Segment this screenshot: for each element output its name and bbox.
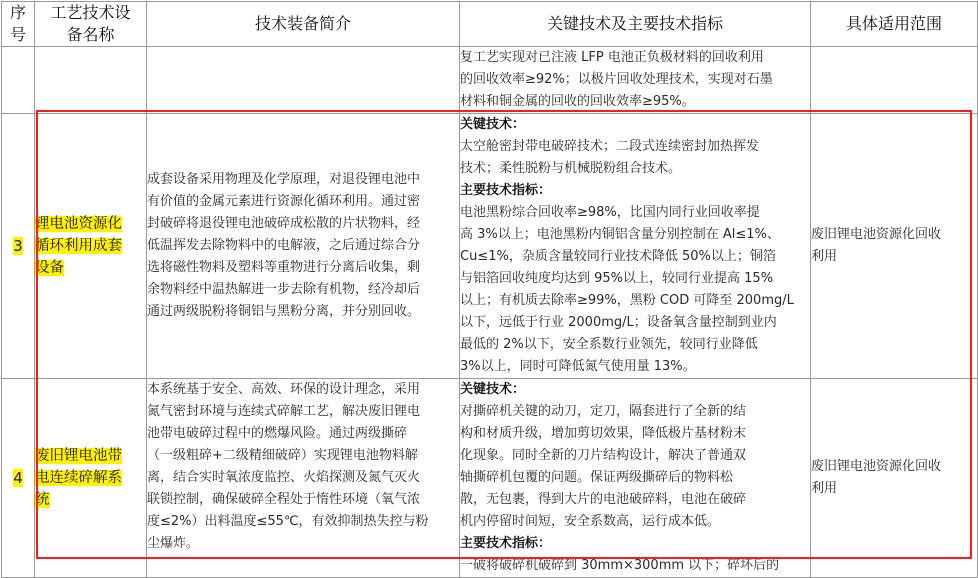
row2-name-cell xyxy=(35,379,147,578)
row1-intro-line: 成套设备采用物理及化学原理，对退役锂电池中 xyxy=(147,172,421,187)
row1-name-line: 设备 xyxy=(35,260,64,276)
row2-no-cell xyxy=(2,379,35,578)
row2-scope-line: 利用 xyxy=(811,481,838,496)
row1-key-line: 太空舱密封带电破碎技术；二段式连续密封加热挥发 xyxy=(460,139,760,154)
table-row xyxy=(2,47,978,114)
row2-name-line: 电连续碎解系 xyxy=(35,470,122,486)
row2-index-line: 一破将破碎机破碎到 30mm×300mm 以下；碎坏后的 xyxy=(460,558,780,573)
row1-intro-line: 有价值的金属元素进行资源化循环利用。通过密 xyxy=(147,194,421,209)
row2-scope-cell xyxy=(811,379,978,578)
row1-index-line: 以下，远低于行业 2000mg/L；设备氧含量控制到业内 xyxy=(460,315,777,330)
table-row xyxy=(2,379,978,578)
row2-intro-line: 联锁控制，确保破碎全程处于惰性环境（氧气浓 xyxy=(147,492,421,507)
row1-index-line: 与铝箔回收纯度均达到 95%以上，较同行业提高 15% xyxy=(460,271,774,286)
row1-name-line: 循环利用成套 xyxy=(35,238,122,254)
row2-scope-line: 废旧锂电池资源化回收 xyxy=(811,459,942,474)
row1-index-line: 电池黑粉综合回收率≥98%，比国内同行业回收率提 xyxy=(460,205,760,220)
row2-key-line: 化现象。同时全新的刀片结构设计，解决了普通双 xyxy=(460,448,747,463)
header-name-line2: 备名称 xyxy=(66,25,115,44)
row1-intro-cell xyxy=(147,114,460,379)
row1-key-cell xyxy=(460,114,811,379)
row2-intro-line: 离，结合实时氧浓度监控、火焰探测及氮气灭火 xyxy=(147,470,421,485)
row2-intro-line: 本系统基于安全、高效、环保的设计理念，采用 xyxy=(147,382,421,397)
row1-scope-line: 废旧锂电池资源化回收 xyxy=(811,227,942,242)
header-no-line2: 号 xyxy=(9,25,26,44)
row2-intro-line: 尘爆炸。 xyxy=(147,536,200,551)
row2-key-line: 机内停留时间短，安全系数高，运行成本低。 xyxy=(460,514,721,529)
row2-index-title: 主要技术指标： xyxy=(460,536,552,551)
row2-key-line: 构和材质升级，增加剪切效果，降低极片基材粉末 xyxy=(460,426,747,441)
row1-index-title: 主要技术指标： xyxy=(460,183,552,198)
row1-intro-line: 余物料经中温热解进一步去除有机物，经冷却后 xyxy=(147,282,421,297)
row0-key-line: 的回收效率≥92%；以极片回收处理技术，实现对石墨 xyxy=(460,72,773,87)
table-header-row xyxy=(2,2,978,47)
row2-intro-cell xyxy=(147,379,460,578)
row1-index-line: 最低的 2%以下，安全系数行业领先，较同行业降低 xyxy=(460,337,758,352)
header-no-line1: 序 xyxy=(9,3,26,22)
row1-key-line: 技术；柔性脱粉与机械脱粉组合技术。 xyxy=(460,161,682,176)
row1-intro-line: 低温挥发去除物料中的电解液，之后通过综合分 xyxy=(147,238,421,253)
table-row xyxy=(2,114,978,379)
row2-intro-line: 池带电破碎过程中的燃爆风险。通过两级撕碎 xyxy=(147,426,408,441)
row1-intro-line: 通过两级脱粉将铜铝与黑粉分离，并分别回收。 xyxy=(147,304,421,319)
technology-table xyxy=(1,1,978,578)
row2-name-line: 统 xyxy=(35,492,50,508)
row2-intro-line: （一级粗碎+二级精细破碎）实现锂电池物料解 xyxy=(147,448,418,463)
row2-key-line: 对撕碎机关键的动刀，定刀，隔套进行了全新的结 xyxy=(460,404,747,419)
row2-name-line: 废旧锂电池带 xyxy=(35,448,122,464)
row2-no: 4 xyxy=(13,469,23,487)
row2-key-cell xyxy=(460,379,811,578)
header-scope: 具体适用范围 xyxy=(811,2,978,47)
row1-name-line: 锂电池资源化 xyxy=(35,216,122,232)
row0-scope-cell xyxy=(811,47,978,114)
row0-key-cell xyxy=(460,47,811,114)
row2-intro-line: 氮气密封环境与连续式碎解工艺，解决废旧锂电 xyxy=(147,404,421,419)
row1-name-cell xyxy=(35,114,147,379)
header-intro: 技术装备简介 xyxy=(147,2,460,47)
row1-index-line: 高 3%以上；电池黑粉内铜铝含量分别控制在 Al≤1%、 xyxy=(460,227,780,242)
row0-intro-cell xyxy=(147,47,460,114)
row1-scope-line: 利用 xyxy=(811,249,838,264)
row1-intro-line: 选将磁性物料及塑料等重物进行分离后收集，剩 xyxy=(147,260,421,275)
row0-name-cell xyxy=(35,47,147,114)
row0-key-line: 材料和铜金属的回收的回收效率≥95%。 xyxy=(460,94,695,109)
row1-no: 3 xyxy=(13,237,23,255)
row1-index-line: Cu≤1%，杂质含量较同行业技术降低 50%以上；铜箔 xyxy=(460,249,776,264)
header-name xyxy=(35,2,147,47)
header-key: 关键技术及主要技术指标 xyxy=(460,2,811,47)
row1-scope-cell xyxy=(811,114,978,379)
row1-index-line: 以上；有机质去除率≥99%，黑粉 COD 可降至 200mg/L xyxy=(460,293,794,308)
row1-index-line: 3%以上，同时可降低氮气使用量 13%。 xyxy=(460,359,696,374)
row1-intro-line: 封破碎将退役锂电池破碎成松散的片状物料，经 xyxy=(147,216,421,231)
row0-no-cell xyxy=(2,47,35,114)
header-no xyxy=(2,2,35,47)
row2-intro-line: 度≤2%）出料温度≤55℃，有效抑制热失控与粉 xyxy=(147,514,429,529)
row2-key-line: 轴撕碎机包覆的问题。保证两级撕碎后的物料松 xyxy=(460,470,734,485)
header-name-line1: 工艺技术设 xyxy=(50,3,131,22)
row2-key-line: 散，无包裹，得到大片的电池破碎料，电池在破碎 xyxy=(460,492,747,507)
row0-key-line: 复工艺实现对已注液 LFP 电池正负极材料的回收利用 xyxy=(460,50,764,65)
row1-no-cell xyxy=(2,114,35,379)
row1-key-title: 关键技术： xyxy=(460,117,526,132)
row2-key-title: 关键技术： xyxy=(460,382,526,397)
